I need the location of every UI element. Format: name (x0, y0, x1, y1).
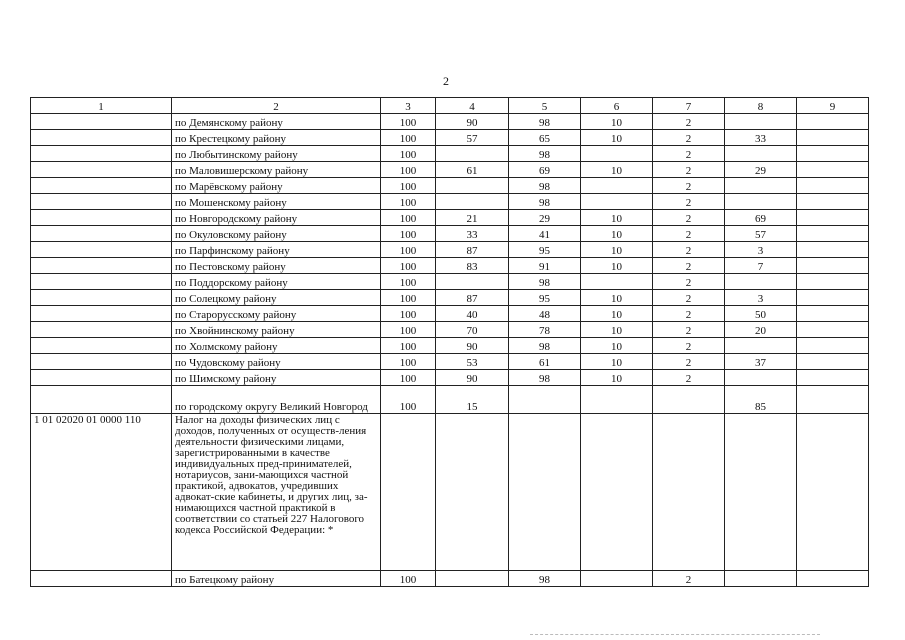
cell-value: 95 (509, 290, 581, 306)
cell-value (436, 146, 509, 162)
cell-name: Налог на доходы физических лиц с доходов, полученных от осуществ-ления деятельности физическими лицами, зарегистрированными в качестве индивидуальных пред-принимателей, нотариусов, зани-мающихся частной практикой, адвокатов, учредивших адвокат-ские кабинеты, и других лиц, за-нимающихся частной практикой в соответствии со статьей 227 Налогового кодекса Российской Федерации: * (172, 414, 381, 571)
cell-value (436, 194, 509, 210)
cell-value: 90 (436, 114, 509, 130)
cell-value (797, 274, 869, 290)
cell-name: по Батецкому району (172, 571, 381, 587)
cell-value: 61 (436, 162, 509, 178)
cell-value (725, 370, 797, 386)
cell-value (509, 414, 581, 571)
cell-value (725, 146, 797, 162)
cell-value (797, 322, 869, 338)
cell-value: 87 (436, 242, 509, 258)
cell-name: по Шимскому району (172, 370, 381, 386)
revenue-distribution-table (30, 97, 869, 587)
cell-value: 10 (581, 130, 653, 146)
cell-name: по Марёвскому району (172, 178, 381, 194)
cell-value: 10 (581, 114, 653, 130)
cell-value: 10 (581, 210, 653, 226)
table-row (31, 194, 869, 210)
cell-value (436, 178, 509, 194)
cell-value (653, 386, 725, 414)
cell-value: 90 (436, 370, 509, 386)
cell-value: 2 (653, 274, 725, 290)
cell-value (509, 386, 581, 414)
cell-name: по Окуловскому району (172, 226, 381, 242)
cell-value (581, 146, 653, 162)
cell-value (381, 414, 436, 571)
cell-value: 2 (653, 322, 725, 338)
cell-value: 100 (381, 338, 436, 354)
cell-value: 10 (581, 226, 653, 242)
table-row (31, 290, 869, 306)
cell-code (31, 178, 172, 194)
table-row (31, 354, 869, 370)
table-row (31, 322, 869, 338)
cell-name: по Новгородскому району (172, 210, 381, 226)
cell-name: по Хвойнинскому району (172, 322, 381, 338)
cell-value: 100 (381, 178, 436, 194)
cell-value (797, 242, 869, 258)
cell-value (797, 162, 869, 178)
cell-value: 10 (581, 354, 653, 370)
cell-value (797, 114, 869, 130)
cell-value: 78 (509, 322, 581, 338)
cell-value: 29 (509, 210, 581, 226)
table-row (31, 386, 869, 414)
cell-value: 10 (581, 242, 653, 258)
cell-name: по Холмскому району (172, 338, 381, 354)
column-header: 1 (31, 98, 172, 114)
cell-code (31, 386, 172, 414)
cell-code (31, 194, 172, 210)
cell-value: 2 (653, 290, 725, 306)
column-header: 5 (509, 98, 581, 114)
cell-value: 2 (653, 114, 725, 130)
column-header: 4 (436, 98, 509, 114)
table-row (31, 338, 869, 354)
cell-value (797, 306, 869, 322)
cell-value: 98 (509, 571, 581, 587)
table-row (31, 274, 869, 290)
cell-name: по Поддорскому району (172, 274, 381, 290)
cell-value: 100 (381, 322, 436, 338)
cell-name: по Парфинскому району (172, 242, 381, 258)
cell-value: 3 (725, 290, 797, 306)
cell-value (581, 194, 653, 210)
cell-value: 98 (509, 274, 581, 290)
cell-value: 21 (436, 210, 509, 226)
cell-value (436, 414, 509, 571)
cell-value: 3 (725, 242, 797, 258)
cell-value (725, 178, 797, 194)
cell-value: 2 (653, 178, 725, 194)
cell-value (797, 571, 869, 587)
cell-code (31, 322, 172, 338)
cell-code (31, 146, 172, 162)
cell-value (797, 210, 869, 226)
cell-value: 69 (509, 162, 581, 178)
cell-value: 50 (725, 306, 797, 322)
cell-value (581, 571, 653, 587)
table-row (31, 226, 869, 242)
table-row (31, 370, 869, 386)
cell-value: 69 (725, 210, 797, 226)
cell-name: по Маловишерскому району (172, 162, 381, 178)
cell-name: по Крестецкому району (172, 130, 381, 146)
cell-value (797, 226, 869, 242)
cell-value: 15 (436, 386, 509, 414)
cell-value: 2 (653, 258, 725, 274)
table-row (31, 146, 869, 162)
cell-value: 48 (509, 306, 581, 322)
cell-name: по Любытинскому району (172, 146, 381, 162)
cell-name: по Солецкому району (172, 290, 381, 306)
column-header: 7 (653, 98, 725, 114)
cell-code (31, 258, 172, 274)
cell-code (31, 226, 172, 242)
cell-value: 98 (509, 146, 581, 162)
cell-value: 100 (381, 306, 436, 322)
cell-value: 2 (653, 370, 725, 386)
cell-code (31, 130, 172, 146)
cell-code (31, 242, 172, 258)
cell-value: 41 (509, 226, 581, 242)
cell-value: 2 (653, 130, 725, 146)
cell-value: 100 (381, 226, 436, 242)
cell-code (31, 306, 172, 322)
cell-value (725, 338, 797, 354)
cell-value: 91 (509, 258, 581, 274)
cell-value: 70 (436, 322, 509, 338)
cell-value: 40 (436, 306, 509, 322)
cell-code (31, 274, 172, 290)
cell-code (31, 354, 172, 370)
cell-name: по Чудовскому району (172, 354, 381, 370)
cell-value (581, 386, 653, 414)
cell-value: 100 (381, 194, 436, 210)
cell-name: по Мошенскому району (172, 194, 381, 210)
cell-value: 2 (653, 210, 725, 226)
cell-code (31, 290, 172, 306)
cell-value: 29 (725, 162, 797, 178)
cell-value: 2 (653, 354, 725, 370)
cell-value: 100 (381, 386, 436, 414)
table-row (31, 258, 869, 274)
table-body (31, 98, 869, 587)
table-row (31, 130, 869, 146)
cell-value: 100 (381, 258, 436, 274)
cell-value: 98 (509, 370, 581, 386)
cell-value: 57 (436, 130, 509, 146)
cell-value (725, 571, 797, 587)
cell-value: 33 (436, 226, 509, 242)
cell-value: 100 (381, 242, 436, 258)
cell-value: 100 (381, 146, 436, 162)
cell-value: 100 (381, 210, 436, 226)
table-row (31, 571, 869, 587)
cell-value (797, 414, 869, 571)
table-row (31, 178, 869, 194)
cell-value (581, 274, 653, 290)
cell-name: по Старорусскому району (172, 306, 381, 322)
cell-value: 87 (436, 290, 509, 306)
cell-value: 83 (436, 258, 509, 274)
cell-value (797, 178, 869, 194)
cell-value: 10 (581, 338, 653, 354)
cell-value (797, 386, 869, 414)
cell-value (436, 571, 509, 587)
cell-value: 61 (509, 354, 581, 370)
cell-name: по городскому округу Великий Новгород (172, 386, 381, 414)
cell-value: 20 (725, 322, 797, 338)
column-header: 6 (581, 98, 653, 114)
cell-value: 2 (653, 242, 725, 258)
cell-value: 100 (381, 370, 436, 386)
cell-name: по Пестовскому району (172, 258, 381, 274)
page-number: 2 (443, 74, 449, 88)
table-row (31, 414, 869, 571)
cell-value (725, 114, 797, 130)
cell-value: 85 (725, 386, 797, 414)
cell-value: 33 (725, 130, 797, 146)
cell-value: 2 (653, 338, 725, 354)
cell-value (797, 290, 869, 306)
cell-value: 98 (509, 178, 581, 194)
table-row (31, 114, 869, 130)
cell-code (31, 338, 172, 354)
cell-value (797, 258, 869, 274)
cell-value: 10 (581, 370, 653, 386)
cell-value: 10 (581, 290, 653, 306)
cell-value: 90 (436, 338, 509, 354)
cell-value: 100 (381, 114, 436, 130)
cell-value: 2 (653, 226, 725, 242)
cell-value (725, 414, 797, 571)
cell-value (436, 274, 509, 290)
cell-value: 100 (381, 290, 436, 306)
column-header: 9 (797, 98, 869, 114)
table-row (31, 306, 869, 322)
cell-value: 100 (381, 274, 436, 290)
cell-value: 65 (509, 130, 581, 146)
cell-value: 100 (381, 571, 436, 587)
cell-value: 98 (509, 114, 581, 130)
cell-value (797, 338, 869, 354)
cell-value: 100 (381, 130, 436, 146)
cell-value (725, 274, 797, 290)
cell-value (797, 194, 869, 210)
cell-name: по Демянскому району (172, 114, 381, 130)
table-row (31, 242, 869, 258)
cell-value: 7 (725, 258, 797, 274)
cell-code (31, 210, 172, 226)
cell-value: 2 (653, 306, 725, 322)
cell-value (653, 414, 725, 571)
table-row (31, 210, 869, 226)
cell-value: 100 (381, 162, 436, 178)
cell-value: 98 (509, 194, 581, 210)
cell-value (797, 130, 869, 146)
cell-value: 2 (653, 571, 725, 587)
cell-value: 2 (653, 162, 725, 178)
cell-value: 10 (581, 322, 653, 338)
cell-code (31, 114, 172, 130)
scan-edge-artifact (530, 634, 820, 637)
cell-value (797, 146, 869, 162)
cell-value: 10 (581, 258, 653, 274)
cell-value (797, 370, 869, 386)
cell-code (31, 571, 172, 587)
header-row (31, 98, 869, 114)
cell-value: 2 (653, 146, 725, 162)
cell-code (31, 370, 172, 386)
cell-value: 2 (653, 194, 725, 210)
cell-value: 98 (509, 338, 581, 354)
column-header: 3 (381, 98, 436, 114)
cell-value: 57 (725, 226, 797, 242)
column-header: 2 (172, 98, 381, 114)
cell-value: 10 (581, 162, 653, 178)
cell-value (581, 414, 653, 571)
cell-value: 95 (509, 242, 581, 258)
cell-value: 10 (581, 306, 653, 322)
cell-value (725, 194, 797, 210)
cell-code (31, 162, 172, 178)
cell-value (581, 178, 653, 194)
column-header: 8 (725, 98, 797, 114)
cell-value: 100 (381, 354, 436, 370)
cell-value (797, 354, 869, 370)
cell-code: 1 01 02020 01 0000 110 (31, 414, 172, 571)
cell-value: 37 (725, 354, 797, 370)
cell-value: 53 (436, 354, 509, 370)
table-row (31, 162, 869, 178)
